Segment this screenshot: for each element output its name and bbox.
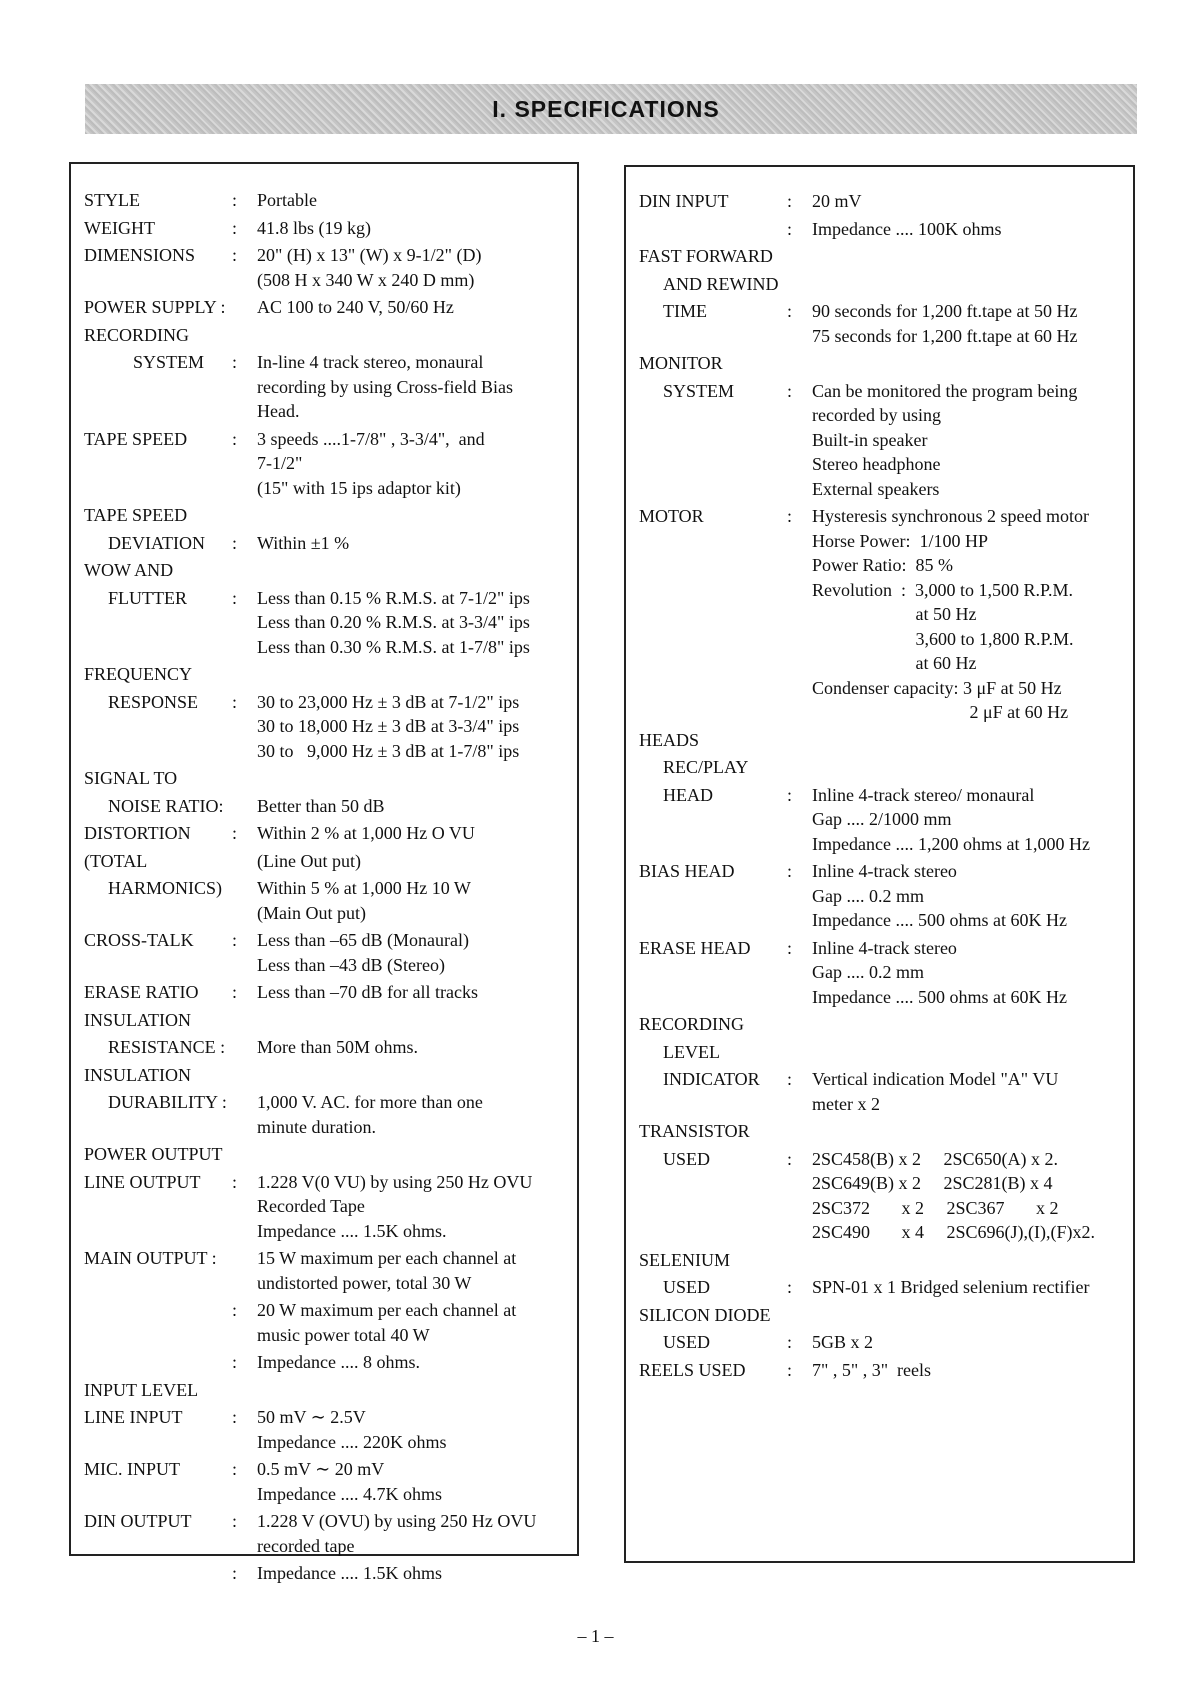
spec-value: (Line Out put) (257, 850, 361, 871)
spec-value: Power Ratio: 85 % (812, 555, 953, 575)
spec-value: 7" , 5" , 3" reels (812, 1359, 932, 1380)
spec-value: Less than –65 dB (Monaural) (257, 930, 469, 950)
spec-row (71, 928, 577, 977)
spec-row (71, 876, 577, 925)
spec-label: NOISE RATIO: (108, 795, 224, 816)
spec-row (71, 295, 577, 320)
spec-value: (Main Out put) (257, 902, 366, 923)
spec-label: SIGNAL TO (84, 768, 178, 788)
spec-row (626, 217, 1133, 242)
spec-label: MONITOR (639, 353, 723, 373)
spec-value: 50 mV ∼ 2.5V (257, 1407, 366, 1427)
spec-value (812, 351, 1133, 376)
spec-colon: : (232, 428, 238, 449)
spec-colon: : (232, 982, 238, 1002)
spec-label: AND REWIND (663, 273, 779, 294)
spec-label: INSULATION (84, 1009, 191, 1030)
spec-row (71, 350, 577, 424)
spec-value (812, 755, 1133, 780)
spec-value: 7-1/2" (257, 453, 303, 473)
spec-value: Better than 50 dB (257, 795, 385, 816)
spec-value: Horse Power: 1/100 HP (812, 530, 988, 551)
spec-colon: : (232, 532, 238, 553)
spec-colon: : (232, 1300, 238, 1320)
spec-row (71, 690, 577, 764)
spec-value: at 50 Hz (812, 604, 977, 624)
spec-label: WOW AND (84, 560, 174, 580)
spec-label: CROSS-TALK (84, 930, 194, 950)
spec-row (71, 243, 577, 292)
spec-row (626, 1012, 1133, 1037)
spec-row (71, 558, 577, 583)
spec-row (626, 244, 1133, 269)
spec-value (812, 244, 1133, 269)
spec-row (71, 1035, 577, 1060)
spec-label: MIC. INPUT (84, 1459, 181, 1479)
spec-row (71, 1063, 577, 1088)
spec-value (812, 272, 1133, 297)
spec-colon: : (232, 1407, 238, 1427)
spec-colon: : (787, 937, 793, 958)
spec-label: RECORDING (639, 1014, 745, 1034)
spec-row (71, 503, 577, 528)
spec-value: Vertical indication Model "A" VU (812, 1069, 1059, 1089)
spec-value: Impedance .... 8 ohms. (257, 1352, 420, 1372)
spec-colon: : (787, 1359, 793, 1380)
spec-value: 15 W maximum per each channel at (257, 1248, 517, 1268)
spec-value (257, 662, 577, 687)
spec-row (71, 1298, 577, 1347)
spec-value: Condenser capacity: 3 μF at 50 Hz (812, 677, 1062, 698)
spec-value: minute duration. (257, 1116, 376, 1137)
spec-row (626, 1275, 1133, 1300)
spec-label: BIAS HEAD (639, 861, 735, 881)
spec-label: RESISTANCE : (108, 1037, 226, 1057)
spec-value (257, 558, 577, 583)
spec-value (257, 323, 577, 348)
spec-value: Within 2 % at 1,000 Hz O VU (257, 823, 475, 843)
spec-label: POWER OUTPUT (84, 1144, 223, 1164)
spec-value: 30 to 18,000 Hz ± 3 dB at 3-3/4" ips (257, 716, 520, 736)
spec-value: Revolution : 3,000 to 1,500 R.P.M. (812, 579, 1074, 600)
spec-row (71, 1170, 577, 1244)
spec-label: REELS USED (639, 1359, 746, 1380)
spec-value: 2SC458(B) x 2 2SC650(A) x 2. (812, 1148, 1059, 1169)
spec-value: 41.8 lbs (19 kg) (257, 217, 371, 238)
spec-value: Head. (257, 401, 300, 421)
spec-label: DURABILITY : (108, 1092, 227, 1112)
spec-colon: : (232, 691, 238, 712)
spec-label: FLUTTER (108, 587, 187, 608)
spec-row (626, 783, 1133, 857)
spec-colon: : (787, 1277, 793, 1297)
spec-value: Less than –43 dB (Stereo) (257, 954, 445, 975)
spec-row (71, 849, 577, 874)
spec-value: Impedance .... 1.5K ohms. (257, 1220, 447, 1241)
spec-value (257, 503, 577, 528)
spec-colon: : (787, 506, 793, 526)
page-title: I. SPECIFICATIONS (492, 95, 720, 122)
spec-value: recorded tape (257, 1535, 355, 1556)
spec-label: (TOTAL (84, 850, 148, 871)
spec-label: WEIGHT (84, 217, 155, 238)
spec-value: 3 speeds ....1-7/8" , 3-3/4", and (257, 428, 485, 449)
spec-row (626, 1358, 1133, 1383)
spec-value: Built-in speaker (812, 429, 928, 450)
spec-value: Impedance .... 100K ohms (812, 218, 1002, 239)
spec-label: DIN OUTPUT (84, 1511, 192, 1531)
spec-row (71, 216, 577, 241)
spec-colon: : (232, 352, 238, 372)
spec-colon: : (232, 245, 238, 265)
spec-label: USED (663, 1332, 711, 1352)
specs-panel-left (69, 162, 579, 1583)
spec-value: 75 seconds for 1,200 ft.tape at 60 Hz (812, 325, 1078, 346)
spec-row (626, 1040, 1133, 1065)
spec-label: LINE OUTPUT (84, 1171, 201, 1192)
spec-value: Less than 0.30 % R.M.S. at 1-7/8" ips (257, 636, 530, 657)
spec-label: TRANSISTOR (639, 1121, 750, 1141)
spec-row (71, 1008, 577, 1033)
spec-label: FREQUENCY (84, 664, 193, 684)
spec-label: INDICATOR (663, 1069, 760, 1089)
spec-row (626, 1147, 1133, 1245)
spec-colon: : (232, 1459, 238, 1479)
spec-row (71, 980, 577, 1005)
spec-label: DISTORTION (84, 823, 191, 843)
spec-value: Less than –70 dB for all tracks (257, 982, 478, 1002)
spec-value: Within ±1 % (257, 532, 350, 553)
spec-value: 2SC490 x 4 2SC696(J),(I),(F)x2. (812, 1222, 1096, 1242)
spec-label: SYSTEM (133, 352, 205, 372)
spec-label: ERASE RATIO (84, 982, 199, 1002)
spec-value: In-line 4 track stereo, monaural (257, 352, 484, 372)
spec-row (71, 586, 577, 660)
spec-label: TAPE SPEED (84, 505, 188, 525)
spec-value: 20 mV (812, 191, 862, 211)
spec-label: USED (663, 1277, 711, 1297)
spec-label: HARMONICS) (108, 878, 223, 898)
spec-value (812, 1012, 1133, 1037)
spec-row (71, 323, 577, 348)
spec-value: Impedance .... 4.7K ohms (257, 1483, 442, 1504)
spec-value: Stereo headphone (812, 454, 941, 474)
spec-label: HEAD (663, 784, 713, 805)
spec-row (626, 728, 1133, 753)
spec-value: undistorted power, total 30 W (257, 1272, 472, 1293)
spec-label: SILICON DIODE (639, 1304, 771, 1325)
spec-row (71, 1405, 577, 1454)
spec-value: Gap .... 0.2 mm (812, 962, 924, 982)
spec-label: TIME (663, 301, 707, 321)
spec-colon: : (232, 1352, 238, 1372)
spec-row (71, 531, 577, 556)
spec-label: RECORDING (84, 324, 190, 345)
spec-row (71, 766, 577, 791)
spec-colon: : (787, 1332, 793, 1352)
spec-value (257, 1063, 577, 1088)
spec-value: 30 to 9,000 Hz ± 3 dB at 1-7/8" ips (257, 740, 520, 761)
spec-value: 1.228 V (OVU) by using 250 Hz OVU (257, 1511, 537, 1531)
specs-panel-right (624, 165, 1135, 1563)
spec-colon: : (232, 190, 238, 210)
spec-value: Gap .... 0.2 mm (812, 885, 924, 906)
spec-row (626, 1330, 1133, 1355)
spec-value: recording by using Cross-field Bias (257, 376, 513, 397)
spec-row (71, 1246, 577, 1295)
spec-row (626, 1067, 1133, 1116)
spec-row (626, 299, 1133, 348)
spec-value: Impedance .... 1.5K ohms (257, 1563, 442, 1583)
spec-colon: : (232, 217, 238, 238)
spec-colon: : (232, 1511, 238, 1531)
spec-value: AC 100 to 240 V, 50/60 Hz (257, 297, 454, 317)
spec-row (71, 794, 577, 819)
spec-label: POWER SUPPLY : (84, 297, 226, 317)
spec-value: 1,000 V. AC. for more than one (257, 1092, 483, 1112)
spec-colon: : (232, 1171, 238, 1192)
spec-row (626, 189, 1133, 214)
spec-value: 2SC649(B) x 2 2SC281(B) x 4 (812, 1173, 1053, 1193)
spec-value: More than 50M ohms. (257, 1037, 418, 1057)
spec-label: DIMENSIONS (84, 245, 196, 265)
spec-colon: : (787, 191, 793, 211)
spec-label: INPUT LEVEL (84, 1379, 199, 1400)
spec-colon: : (787, 784, 793, 805)
spec-value: 20" (H) x 13" (W) x 9-1/2" (D) (257, 245, 482, 265)
spec-value: External speakers (812, 478, 940, 499)
spec-value: music power total 40 W (257, 1324, 430, 1345)
spec-row (626, 1248, 1133, 1273)
spec-label: TAPE SPEED (84, 428, 188, 449)
spec-label: INSULATION (84, 1064, 191, 1085)
spec-row (71, 662, 577, 687)
spec-row (71, 427, 577, 501)
spec-value (812, 1040, 1133, 1065)
spec-label: MAIN OUTPUT : (84, 1248, 217, 1268)
spec-label: ERASE HEAD (639, 937, 751, 958)
spec-value: Can be monitored the program being (812, 380, 1078, 401)
spec-value: Inline 4-track stereo/ monaural (812, 784, 1035, 805)
spec-value (812, 1248, 1133, 1273)
spec-value: recorded by using (812, 405, 941, 425)
spec-value: Hysteresis synchronous 2 speed motor (812, 506, 1089, 526)
spec-value (257, 1142, 577, 1167)
spec-value: Less than 0.20 % R.M.S. at 3-3/4" ips (257, 612, 530, 632)
spec-colon: : (787, 218, 793, 239)
spec-label: DEVIATION (108, 532, 205, 553)
spec-label: HEADS (639, 729, 700, 750)
spec-label: RESPONSE (108, 691, 199, 712)
spec-row (71, 1142, 577, 1167)
spec-value (812, 1303, 1133, 1328)
spec-label: LEVEL (663, 1041, 720, 1062)
spec-colon: : (787, 861, 793, 881)
spec-row (71, 1378, 577, 1403)
spec-row (626, 379, 1133, 502)
spec-value: 5GB x 2 (812, 1332, 874, 1352)
spec-row (626, 859, 1133, 933)
spec-row (71, 1457, 577, 1506)
spec-colon: : (232, 1563, 238, 1583)
spec-label: LINE INPUT (84, 1407, 183, 1427)
spec-value: 30 to 23,000 Hz ± 3 dB at 7-1/2" ips (257, 691, 520, 712)
spec-value: 1.228 V(0 VU) by using 250 Hz OVU (257, 1171, 533, 1192)
spec-value (257, 1008, 577, 1033)
spec-value (257, 1378, 577, 1403)
spec-label: STYLE (84, 190, 140, 210)
spec-row (626, 272, 1133, 297)
spec-row (71, 1561, 577, 1586)
spec-value: (15" with 15 ips adaptor kit) (257, 477, 461, 498)
spec-value: Gap .... 2/1000 mm (812, 809, 952, 829)
spec-colon: : (232, 823, 238, 843)
spec-value (257, 766, 577, 791)
spec-row (71, 1509, 577, 1558)
spec-value: Impedance .... 500 ohms at 60K Hz (812, 910, 1067, 930)
spec-label: MOTOR (639, 506, 704, 526)
spec-row (71, 1090, 577, 1139)
spec-row (71, 821, 577, 846)
spec-value (812, 1119, 1133, 1144)
spec-label: DIN INPUT (639, 191, 729, 211)
spec-value: Recorded Tape (257, 1196, 365, 1216)
spec-value: 2 μF at 60 Hz (812, 702, 1069, 722)
spec-value: Within 5 % at 1,000 Hz 10 W (257, 878, 471, 898)
spec-value: at 60 Hz (812, 653, 977, 673)
spec-value: Portable (257, 190, 317, 210)
spec-value: Impedance .... 1,200 ohms at 1,000 Hz (812, 833, 1090, 854)
spec-value: Impedance .... 220K ohms (257, 1431, 447, 1452)
spec-value: SPN-01 x 1 Bridged selenium rectifier (812, 1277, 1090, 1297)
spec-colon: : (232, 930, 238, 950)
spec-row (71, 188, 577, 213)
spec-row (626, 755, 1133, 780)
spec-value: Inline 4-track stereo (812, 937, 957, 958)
spec-value: 0.5 mV ∼ 20 mV (257, 1459, 385, 1479)
spec-value: 2SC372 x 2 2SC367 x 2 (812, 1197, 1059, 1218)
spec-label: REC/PLAY (663, 757, 749, 777)
spec-value: Less than 0.15 % R.M.S. at 7-1/2" ips (257, 587, 530, 608)
spec-row (71, 1350, 577, 1375)
spec-value: (508 H x 340 W x 240 D mm) (257, 269, 475, 290)
spec-colon: : (787, 1069, 793, 1089)
spec-row (626, 1119, 1133, 1144)
spec-value: meter x 2 (812, 1093, 880, 1114)
spec-row (626, 1303, 1133, 1328)
spec-value: 20 W maximum per each channel at (257, 1300, 517, 1320)
spec-label: SELENIUM (639, 1249, 730, 1270)
spec-value (812, 728, 1133, 753)
spec-value: 90 seconds for 1,200 ft.tape at 50 Hz (812, 301, 1078, 321)
spec-value: 3,600 to 1,800 R.P.M. (812, 628, 1074, 649)
spec-label: FAST FORWARD (639, 246, 773, 266)
spec-colon: : (787, 380, 793, 401)
section-title-band (85, 84, 1137, 134)
spec-colon: : (787, 1148, 793, 1169)
spec-row (626, 936, 1133, 1010)
spec-label: USED (663, 1148, 711, 1169)
spec-colon: : (787, 301, 793, 321)
spec-row (626, 351, 1133, 376)
spec-value: Inline 4-track stereo (812, 861, 957, 881)
spec-colon: : (232, 587, 238, 608)
spec-label: SYSTEM (663, 380, 735, 401)
spec-value: Impedance .... 500 ohms at 60K Hz (812, 986, 1067, 1007)
page-number: – 1 – (577, 1626, 614, 1646)
spec-row (626, 504, 1133, 725)
